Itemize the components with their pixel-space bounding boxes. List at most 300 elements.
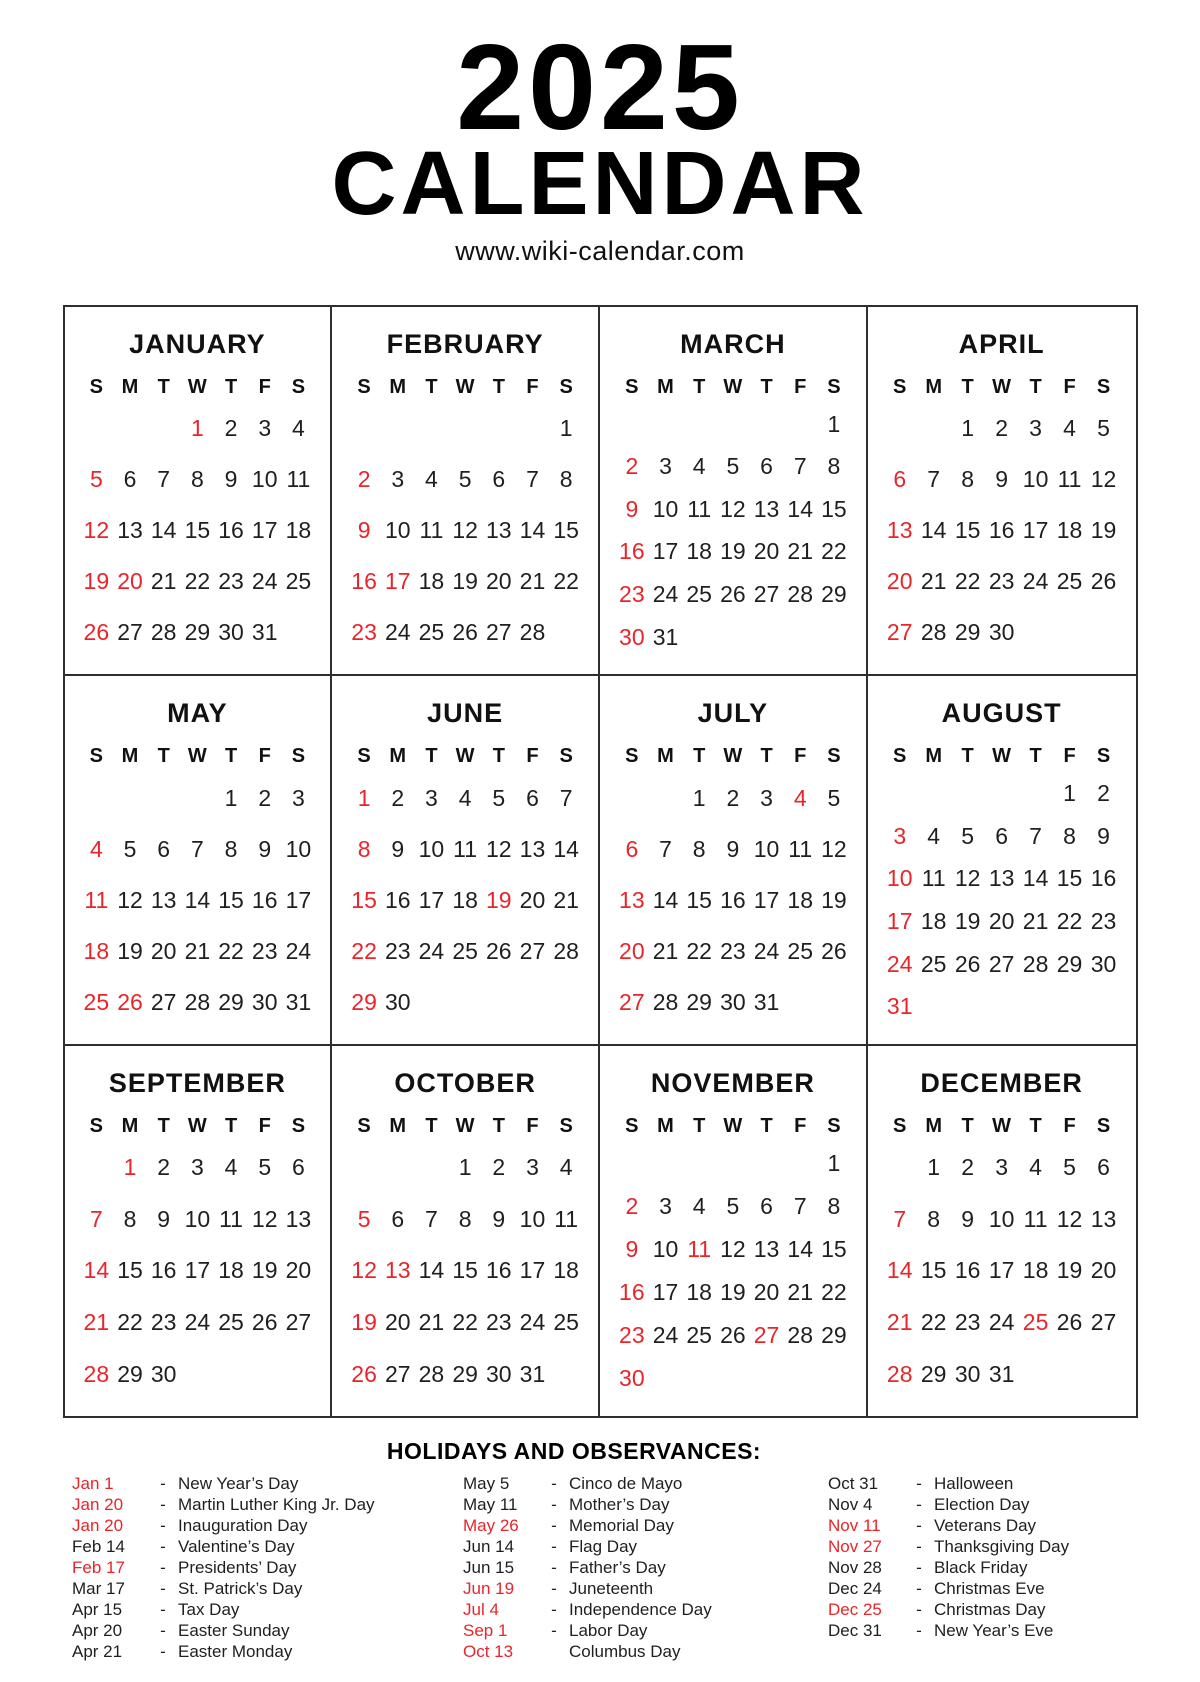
- masthead: [0, 0, 1200, 267]
- day-cell: 11: [788, 835, 813, 862]
- holiday-date: Nov 27: [828, 1536, 882, 1556]
- day-cell: 16: [619, 538, 645, 565]
- day-cell: 16: [351, 568, 377, 595]
- day-cell: 2: [995, 414, 1009, 441]
- empty-day-cell: [113, 415, 147, 442]
- day-cell: 7: [793, 1193, 807, 1220]
- month-november: [600, 1046, 868, 1416]
- empty-day-cell: [985, 993, 1019, 1020]
- week-row: [615, 938, 851, 965]
- day-cell: 4: [793, 784, 807, 811]
- day-cell: 29: [686, 989, 712, 1016]
- holiday-date: Apr 21: [72, 1641, 123, 1661]
- day-cell: 25: [418, 619, 445, 646]
- weekday-label: W: [187, 1115, 207, 1138]
- empty-day-cell: [615, 785, 649, 812]
- empty-day-cell: [783, 411, 817, 438]
- week-row: [347, 517, 583, 544]
- weekday-label: F: [1063, 1115, 1076, 1138]
- week-row: [80, 938, 316, 965]
- day-cell: 27: [886, 619, 913, 646]
- holiday-name: Inauguration Day: [178, 1515, 308, 1535]
- day-cell: 4: [89, 835, 103, 862]
- day-cell: 31: [652, 623, 679, 650]
- day-cell: 4: [692, 1193, 706, 1220]
- day-cell: 18: [452, 886, 478, 913]
- day-cell: 12: [83, 517, 110, 544]
- day-cell: 21: [787, 538, 814, 565]
- weekday-label: S: [357, 745, 371, 768]
- day-cell: 20: [150, 937, 177, 964]
- day-cell: 3: [190, 1154, 204, 1181]
- empty-day-cell: [448, 989, 482, 1016]
- day-cell: 4: [927, 822, 941, 849]
- week-row: [615, 1365, 851, 1392]
- empty-day-cell: [917, 993, 951, 1020]
- week-row: [883, 415, 1121, 442]
- weekday-label: F: [794, 1115, 807, 1138]
- day-cell: 10: [1022, 465, 1049, 492]
- day-cell: 12: [1056, 1205, 1083, 1232]
- day-cell: 5: [827, 784, 841, 811]
- day-cell: 23: [384, 937, 411, 964]
- day-cell: 25: [1022, 1308, 1049, 1335]
- holiday-separator: -: [551, 1515, 557, 1535]
- day-cell: 6: [157, 835, 171, 862]
- day-cell: 11: [419, 517, 444, 544]
- day-cell: 23: [251, 937, 278, 964]
- empty-day-cell: [682, 1365, 716, 1392]
- holiday-separator: [539, 1641, 569, 1662]
- day-cell: 29: [351, 989, 377, 1016]
- day-cell: 4: [692, 453, 706, 480]
- day-cell: 26: [351, 1360, 377, 1387]
- day-cell: 31: [285, 989, 312, 1016]
- holiday-date: Jan 20: [72, 1494, 124, 1514]
- week-row: [615, 989, 851, 1016]
- empty-day-cell: [147, 785, 181, 812]
- day-cell: 4: [224, 1154, 238, 1181]
- holiday-name: Martin Luther King Jr. Day: [178, 1494, 375, 1514]
- weekday-label: W: [455, 745, 475, 768]
- day-cell: 1: [827, 1150, 841, 1177]
- day-cell: 23: [351, 619, 377, 646]
- day-cell: 1: [190, 414, 204, 441]
- day-cell: 8: [123, 1205, 137, 1232]
- weekday-label: F: [526, 1115, 539, 1138]
- weekday-label: T: [693, 375, 706, 398]
- weekday-label: W: [455, 1115, 475, 1138]
- day-cell: 14: [652, 886, 679, 913]
- empty-day-cell: [649, 1365, 683, 1392]
- holiday-item: [72, 1494, 463, 1515]
- day-cell: 5: [492, 784, 506, 811]
- day-cell: 20: [285, 1257, 312, 1284]
- holiday-date: May 5: [463, 1473, 510, 1493]
- day-cell: 6: [1097, 1154, 1110, 1181]
- weekday-label: M: [657, 1115, 674, 1138]
- week-row: [883, 466, 1121, 493]
- weekday-label: W: [723, 375, 743, 398]
- weekday-label: F: [1063, 375, 1076, 398]
- day-cell: 2: [1097, 780, 1110, 807]
- month-july: [600, 676, 868, 1046]
- day-cell: 25: [686, 581, 712, 608]
- week-row: [347, 1206, 583, 1233]
- day-cell: 17: [184, 1257, 211, 1284]
- weekday-label: T: [961, 745, 974, 768]
- weekday-label: M: [925, 1115, 943, 1138]
- day-cell: 29: [920, 1360, 947, 1387]
- month-april: [868, 307, 1136, 677]
- day-cell: 13: [619, 886, 645, 913]
- day-cell: 12: [251, 1205, 278, 1232]
- week-row: [347, 785, 583, 812]
- weekday-label: S: [1096, 745, 1111, 768]
- week-row: [883, 1309, 1121, 1336]
- holiday-separator: -: [160, 1599, 166, 1619]
- day-cell: 11: [687, 495, 712, 522]
- day-cell: 14: [553, 835, 579, 862]
- holiday-date: Jan 1: [72, 1473, 114, 1493]
- week-row: [615, 453, 851, 480]
- day-cell: 11: [453, 835, 478, 862]
- weekday-label: F: [258, 375, 271, 398]
- holiday-item: [828, 1557, 1069, 1578]
- holiday-date: Apr 15: [72, 1599, 123, 1619]
- empty-day-cell: [181, 1361, 215, 1388]
- day-cell: 15: [821, 495, 847, 522]
- day-cell: 7: [893, 1205, 907, 1232]
- day-cell: 27: [384, 1360, 411, 1387]
- empty-day-cell: [147, 415, 181, 442]
- day-cell: 1: [224, 784, 238, 811]
- day-cell: 5: [357, 1205, 371, 1232]
- holiday-name: Election Day: [934, 1494, 1030, 1514]
- day-cell: 29: [954, 619, 981, 646]
- day-cell: 21: [886, 1308, 913, 1335]
- day-cell: 17: [652, 1278, 679, 1305]
- day-cell: 26: [954, 950, 981, 977]
- weekday-label: S: [625, 1115, 639, 1138]
- day-cell: 15: [821, 1235, 847, 1262]
- day-cell: 29: [117, 1360, 143, 1387]
- day-cell: 13: [150, 886, 177, 913]
- day-cell: 20: [486, 568, 512, 595]
- month-title: NOVEMBER: [650, 1068, 815, 1099]
- day-cell: 24: [886, 950, 913, 977]
- day-cell: 27: [519, 937, 546, 964]
- day-cell: 28: [418, 1360, 445, 1387]
- day-cell: 6: [625, 835, 639, 862]
- weekday-label: M: [389, 1115, 407, 1138]
- day-cell: 27: [619, 989, 645, 1016]
- day-cell: 28: [184, 989, 211, 1016]
- day-cell: 21: [519, 568, 546, 595]
- month-august: [868, 676, 1136, 1046]
- day-cell: 30: [954, 1360, 981, 1387]
- weekday-label: T: [1029, 1115, 1042, 1138]
- holidays-heading: HOLIDAYS AND OBSERVANCES:: [386, 1437, 762, 1464]
- day-cell: 17: [519, 1257, 546, 1284]
- weekday-header-row: [347, 376, 583, 399]
- day-cell: 21: [553, 886, 579, 913]
- day-cell: 7: [425, 1205, 438, 1232]
- empty-day-cell: [113, 785, 147, 812]
- empty-day-cell: [783, 1365, 817, 1392]
- weekday-label: W: [187, 745, 207, 768]
- day-cell: 17: [384, 568, 411, 595]
- holiday-date: Dec 31: [828, 1620, 882, 1640]
- day-cell: 6: [492, 465, 506, 492]
- day-cell: 24: [988, 1308, 1015, 1335]
- day-cell: 20: [117, 568, 143, 595]
- holiday-separator: -: [916, 1599, 922, 1619]
- holiday-name: Juneteenth: [569, 1578, 654, 1598]
- day-cell: 14: [150, 517, 177, 544]
- month-june: [332, 676, 600, 1046]
- weekday-label: S: [893, 375, 907, 398]
- empty-day-cell: [917, 780, 951, 807]
- day-cell: 23: [619, 581, 645, 608]
- week-row: [347, 938, 583, 965]
- week-row: [347, 466, 583, 493]
- day-cell: 26: [117, 989, 143, 1016]
- day-cell: 8: [961, 465, 975, 492]
- day-cell: 19: [251, 1257, 278, 1284]
- week-row: [80, 1361, 316, 1388]
- day-cell: 3: [1029, 414, 1042, 441]
- holiday-item: [463, 1599, 828, 1620]
- day-cell: 3: [425, 784, 438, 811]
- weekday-label: T: [157, 1115, 170, 1138]
- holiday-date: Nov 28: [828, 1557, 882, 1577]
- holiday-name: Tax Day: [178, 1599, 240, 1619]
- day-cell: 18: [83, 937, 110, 964]
- holiday-name: Flag Day: [569, 1536, 638, 1556]
- day-cell: 14: [184, 886, 211, 913]
- day-cell: 22: [452, 1308, 478, 1335]
- day-cell: 14: [418, 1257, 445, 1284]
- weekday-label: M: [389, 745, 407, 768]
- weekday-label: T: [760, 375, 773, 398]
- empty-day-cell: [817, 624, 851, 651]
- holiday-date: Feb 14: [72, 1536, 125, 1556]
- week-row: [80, 1257, 316, 1284]
- day-cell: 13: [988, 865, 1015, 892]
- weekday-label: T: [425, 375, 438, 398]
- holiday-separator: -: [160, 1494, 166, 1514]
- weekday-label: S: [827, 745, 841, 768]
- day-cell: 9: [492, 1205, 506, 1232]
- holiday-date: Sep 1: [463, 1620, 508, 1640]
- empty-day-cell: [282, 1361, 316, 1388]
- empty-day-cell: [549, 989, 583, 1016]
- empty-day-cell: [682, 624, 716, 651]
- day-cell: 3: [659, 453, 672, 480]
- day-cell: 3: [893, 822, 907, 849]
- holiday-date: Jun 14: [463, 1536, 515, 1556]
- weekday-label: M: [121, 1115, 139, 1138]
- day-cell: 15: [1056, 865, 1083, 892]
- empty-day-cell: [482, 989, 516, 1016]
- empty-day-cell: [482, 415, 516, 442]
- day-cell: 21: [150, 568, 177, 595]
- empty-day-cell: [1053, 993, 1087, 1020]
- holiday-item: [463, 1578, 828, 1599]
- week-row: [80, 415, 316, 442]
- empty-day-cell: [716, 411, 750, 438]
- weeks-grid: [615, 772, 851, 1034]
- holiday-name: Columbus Day: [569, 1641, 681, 1661]
- weekday-header-row: [615, 745, 851, 768]
- day-cell: 27: [753, 581, 780, 608]
- holiday-separator: -: [551, 1557, 557, 1577]
- month-title: MARCH: [680, 328, 786, 359]
- empty-day-cell: [817, 1365, 851, 1392]
- day-cell: 5: [726, 453, 740, 480]
- empty-day-cell: [1087, 993, 1121, 1020]
- weekday-header-row: [80, 1115, 316, 1138]
- day-cell: 22: [184, 568, 211, 595]
- week-row: [347, 836, 583, 863]
- empty-day-cell: [415, 989, 449, 1016]
- empty-day-cell: [448, 415, 482, 442]
- day-cell: 23: [988, 568, 1015, 595]
- day-cell: 31: [519, 1360, 546, 1387]
- website-url: www.wiki-calendar.com: [455, 235, 745, 266]
- holiday-name: Presidents’ Day: [178, 1557, 297, 1577]
- holiday-date: Feb 17: [72, 1557, 125, 1577]
- weekday-label: F: [258, 745, 271, 768]
- week-row: [80, 466, 316, 493]
- month-title: APRIL: [958, 328, 1045, 359]
- day-cell: 21: [787, 1278, 814, 1305]
- day-cell: 1: [123, 1154, 137, 1181]
- day-cell: 27: [117, 619, 143, 646]
- day-cell: 27: [150, 989, 177, 1016]
- day-cell: 12: [1090, 465, 1117, 492]
- week-row: [883, 823, 1121, 850]
- day-cell: 3: [391, 465, 405, 492]
- holiday-name: Valentine’s Day: [178, 1536, 295, 1556]
- holiday-item: [828, 1620, 1069, 1641]
- empty-day-cell: [750, 411, 784, 438]
- holiday-date: Jul 4: [463, 1599, 499, 1619]
- empty-day-cell: [649, 1150, 683, 1177]
- week-row: [80, 836, 316, 863]
- week-row: [615, 887, 851, 914]
- day-cell: 25: [920, 950, 947, 977]
- empty-day-cell: [883, 780, 917, 807]
- day-cell: 14: [886, 1257, 913, 1284]
- week-row: [883, 568, 1121, 595]
- day-cell: 25: [285, 568, 312, 595]
- weekday-label: S: [559, 745, 573, 768]
- day-cell: 10: [519, 1205, 546, 1232]
- weekday-label: S: [1096, 1115, 1111, 1138]
- holiday-date: Dec 24: [828, 1578, 882, 1598]
- empty-day-cell: [347, 1154, 381, 1181]
- holiday-name: Memorial Day: [569, 1515, 674, 1535]
- day-cell: 16: [384, 886, 411, 913]
- empty-day-cell: [1053, 619, 1087, 646]
- day-cell: 28: [1022, 950, 1049, 977]
- weekday-header-row: [883, 745, 1121, 768]
- day-cell: 16: [988, 517, 1015, 544]
- day-cell: 17: [652, 538, 679, 565]
- weeks-grid: [615, 1142, 851, 1406]
- weekday-label: W: [723, 1115, 743, 1138]
- day-cell: 17: [418, 886, 445, 913]
- weekday-label: M: [925, 745, 943, 768]
- day-cell: 13: [753, 495, 780, 522]
- day-cell: 10: [886, 865, 913, 892]
- weekday-label: W: [992, 375, 1012, 398]
- day-cell: 28: [787, 1321, 814, 1348]
- empty-day-cell: [985, 780, 1019, 807]
- day-cell: 10: [285, 835, 312, 862]
- weekday-label: S: [559, 375, 573, 398]
- day-cell: 23: [1090, 908, 1117, 935]
- weekday-label: M: [657, 375, 674, 398]
- empty-day-cell: [817, 989, 851, 1016]
- day-cell: 15: [553, 517, 579, 544]
- day-cell: 2: [391, 784, 405, 811]
- day-cell: 29: [452, 1360, 478, 1387]
- day-cell: 20: [519, 886, 546, 913]
- day-cell: 1: [1063, 780, 1076, 807]
- day-cell: 12: [351, 1257, 377, 1284]
- day-cell: 18: [787, 886, 814, 913]
- day-cell: 9: [726, 835, 740, 862]
- day-cell: 6: [760, 1193, 773, 1220]
- weekday-label: W: [992, 1115, 1012, 1138]
- weekday-label: T: [1029, 375, 1042, 398]
- day-cell: 13: [285, 1205, 312, 1232]
- empty-day-cell: [951, 993, 985, 1020]
- holiday-item: [72, 1599, 463, 1620]
- week-row: [80, 887, 316, 914]
- day-cell: 6: [292, 1154, 305, 1181]
- day-cell: 11: [554, 1205, 579, 1232]
- day-cell: 11: [219, 1205, 243, 1232]
- day-cell: 21: [920, 568, 947, 595]
- day-cell: 13: [519, 835, 546, 862]
- holiday-separator: -: [916, 1557, 922, 1577]
- day-cell: 7: [526, 465, 539, 492]
- day-cell: 7: [793, 453, 807, 480]
- holidays-column: [72, 1473, 463, 1662]
- day-cell: 31: [753, 989, 780, 1016]
- day-cell: 13: [384, 1257, 411, 1284]
- week-row: [615, 836, 851, 863]
- day-cell: 20: [988, 908, 1015, 935]
- day-cell: 7: [190, 835, 204, 862]
- empty-day-cell: [750, 1150, 784, 1177]
- week-row: [80, 1206, 316, 1233]
- holiday-name: Halloween: [934, 1473, 1014, 1493]
- weekday-label: S: [893, 745, 907, 768]
- holiday-item: [828, 1536, 1069, 1557]
- day-cell: 19: [1056, 1257, 1083, 1284]
- weeks-grid: [615, 403, 851, 665]
- day-cell: 18: [285, 517, 312, 544]
- holiday-name: Easter Monday: [178, 1641, 293, 1661]
- empty-day-cell: [516, 989, 550, 1016]
- day-cell: 15: [452, 1257, 478, 1284]
- day-cell: 5: [1097, 414, 1110, 441]
